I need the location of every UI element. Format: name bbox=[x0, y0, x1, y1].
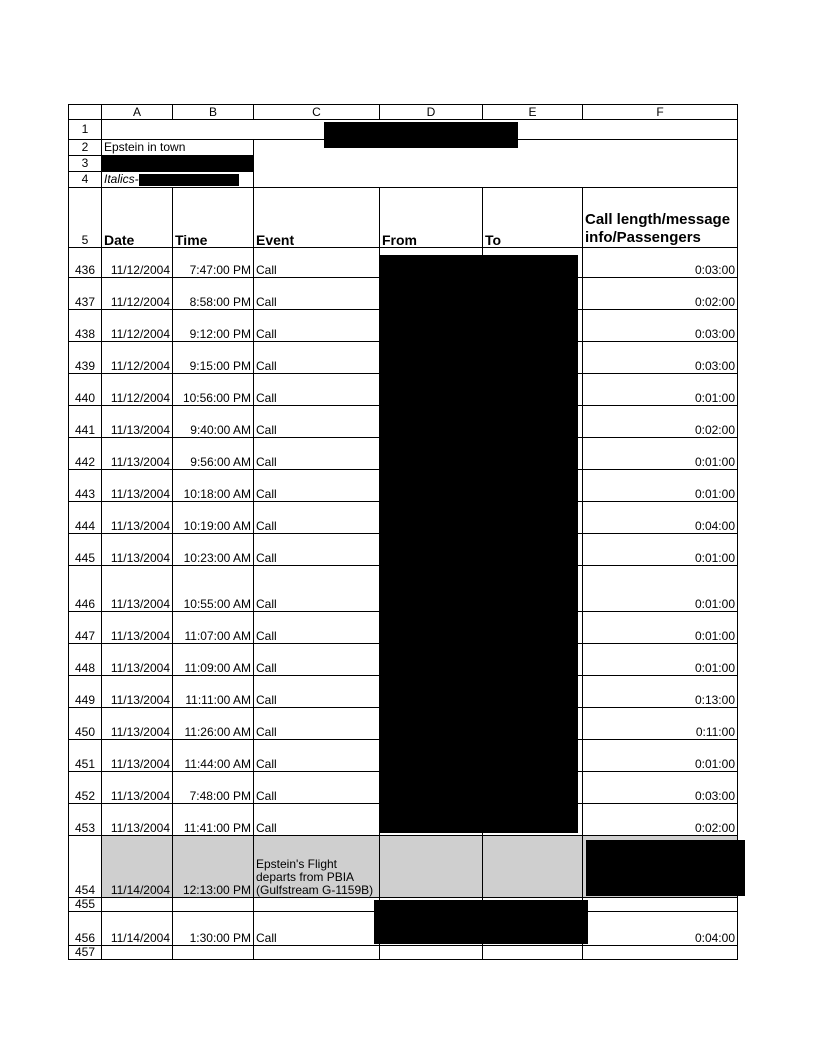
flight-event: Epstein's Flight departs from PBIA (Gulfstream G-1159B) bbox=[254, 836, 380, 898]
row-number: 436 bbox=[69, 248, 102, 278]
row-number: 451 bbox=[69, 740, 102, 772]
time-cell: 7:47:00 PM bbox=[173, 248, 254, 278]
time-cell: 9:56:00 AM bbox=[173, 438, 254, 470]
time-cell: 11:26:00 AM bbox=[173, 708, 254, 740]
row-number: 439 bbox=[69, 342, 102, 374]
empty-cell bbox=[102, 946, 173, 960]
call-length-cell: 0:01:00 bbox=[583, 374, 738, 406]
row-number: 452 bbox=[69, 772, 102, 804]
date-cell: 11/12/2004 bbox=[102, 248, 173, 278]
header-event: Event bbox=[254, 188, 380, 248]
legend-epstein-in-town: Epstein in town bbox=[102, 140, 254, 156]
call-length-cell: 0:01:00 bbox=[583, 566, 738, 612]
time-cell: 10:19:00 AM bbox=[173, 502, 254, 534]
event-cell: Call bbox=[254, 534, 380, 566]
event-cell: Call bbox=[254, 502, 380, 534]
row-number: 443 bbox=[69, 470, 102, 502]
event-cell: Call bbox=[254, 644, 380, 676]
event-cell: Call bbox=[254, 248, 380, 278]
legend-italics bbox=[102, 172, 254, 188]
column-header: D bbox=[380, 105, 483, 120]
event-cell: Call bbox=[254, 438, 380, 470]
call-length-cell: 0:01:00 bbox=[583, 644, 738, 676]
row-number: 4 bbox=[69, 172, 102, 188]
call-length-cell: 0:01:00 bbox=[583, 612, 738, 644]
row-number: 457 bbox=[69, 946, 102, 960]
empty-cell bbox=[173, 898, 254, 912]
date-cell: 11/13/2004 bbox=[102, 438, 173, 470]
date-cell: 11/13/2004 bbox=[102, 740, 173, 772]
call-length-cell: 0:11:00 bbox=[583, 708, 738, 740]
date-cell: 11/13/2004 bbox=[102, 708, 173, 740]
date-cell: 11/13/2004 bbox=[102, 644, 173, 676]
event-cell: Call bbox=[254, 912, 380, 946]
call-length-cell: 0:04:00 bbox=[583, 912, 738, 946]
call-length-cell: 0:03:00 bbox=[583, 772, 738, 804]
date-cell: 11/13/2004 bbox=[102, 612, 173, 644]
legend-italics-label: Italics- bbox=[104, 172, 139, 186]
event-cell: Call bbox=[254, 310, 380, 342]
row-number: 447 bbox=[69, 612, 102, 644]
row-number: 445 bbox=[69, 534, 102, 566]
legend-italics-redacted bbox=[139, 174, 239, 186]
date-cell: 11/13/2004 bbox=[102, 772, 173, 804]
row-number: 444 bbox=[69, 502, 102, 534]
time-cell: 11:11:00 AM bbox=[173, 676, 254, 708]
redaction-passengers bbox=[586, 840, 745, 896]
row-number: 455 bbox=[69, 898, 102, 912]
date-cell: 11/14/2004 bbox=[102, 912, 173, 946]
header-to: To bbox=[483, 188, 583, 248]
time-cell: 10:18:00 AM bbox=[173, 470, 254, 502]
time-cell: 7:48:00 PM bbox=[173, 772, 254, 804]
row-number: 442 bbox=[69, 438, 102, 470]
date-cell: 11/13/2004 bbox=[102, 406, 173, 438]
column-header: C bbox=[254, 105, 380, 120]
row-number: 5 bbox=[69, 188, 102, 248]
row-number: 454 bbox=[69, 836, 102, 898]
call-length-cell: 0:03:00 bbox=[583, 342, 738, 374]
date-cell: 11/13/2004 bbox=[102, 804, 173, 836]
row-number: 438 bbox=[69, 310, 102, 342]
header-from: From bbox=[380, 188, 483, 248]
time-cell: 10:55:00 AM bbox=[173, 566, 254, 612]
row-number: 3 bbox=[69, 156, 102, 172]
column-header: A bbox=[102, 105, 173, 120]
flight-date: 11/14/2004 bbox=[102, 836, 173, 898]
empty-cell bbox=[102, 898, 173, 912]
empty-cell bbox=[380, 946, 483, 960]
redaction-row-456 bbox=[374, 900, 588, 944]
row-number: 440 bbox=[69, 374, 102, 406]
time-cell: 10:23:00 AM bbox=[173, 534, 254, 566]
redaction-title bbox=[324, 122, 518, 148]
call-length-cell: 0:01:00 bbox=[583, 470, 738, 502]
date-cell: 11/13/2004 bbox=[102, 534, 173, 566]
date-cell: 11/13/2004 bbox=[102, 470, 173, 502]
event-cell: Call bbox=[254, 612, 380, 644]
call-length-cell: 0:01:00 bbox=[583, 740, 738, 772]
time-cell: 8:58:00 PM bbox=[173, 278, 254, 310]
event-cell: Call bbox=[254, 342, 380, 374]
redaction-from-to-column bbox=[380, 255, 578, 833]
call-length-cell: 0:03:00 bbox=[583, 310, 738, 342]
column-header: F bbox=[583, 105, 738, 120]
event-cell: Call bbox=[254, 566, 380, 612]
empty-cell bbox=[173, 946, 254, 960]
call-length-cell: 0:02:00 bbox=[583, 406, 738, 438]
date-cell: 11/13/2004 bbox=[102, 502, 173, 534]
date-cell: 11/12/2004 bbox=[102, 342, 173, 374]
flight-from bbox=[380, 836, 483, 898]
header-time: Time bbox=[173, 188, 254, 248]
row-number: 456 bbox=[69, 912, 102, 946]
call-length-cell: 0:03:00 bbox=[583, 248, 738, 278]
empty-cell bbox=[254, 898, 380, 912]
row-number: 453 bbox=[69, 804, 102, 836]
call-length-cell: 0:02:00 bbox=[583, 804, 738, 836]
row-number: 1 bbox=[69, 120, 102, 140]
date-cell: 11/13/2004 bbox=[102, 676, 173, 708]
event-cell: Call bbox=[254, 804, 380, 836]
date-cell: 11/12/2004 bbox=[102, 374, 173, 406]
column-header: B bbox=[173, 105, 254, 120]
time-cell: 11:07:00 AM bbox=[173, 612, 254, 644]
date-cell: 11/13/2004 bbox=[102, 566, 173, 612]
event-cell: Call bbox=[254, 406, 380, 438]
time-cell: 1:30:00 PM bbox=[173, 912, 254, 946]
date-cell: 11/12/2004 bbox=[102, 310, 173, 342]
row-number: 441 bbox=[69, 406, 102, 438]
call-length-cell: 0:01:00 bbox=[583, 534, 738, 566]
event-cell: Call bbox=[254, 676, 380, 708]
call-length-cell: 0:04:00 bbox=[583, 502, 738, 534]
flight-to bbox=[483, 836, 583, 898]
empty-cell bbox=[583, 898, 738, 912]
call-length-cell: 0:02:00 bbox=[583, 278, 738, 310]
event-cell: Call bbox=[254, 740, 380, 772]
date-cell: 11/12/2004 bbox=[102, 278, 173, 310]
time-cell: 11:41:00 PM bbox=[173, 804, 254, 836]
header-date: Date bbox=[102, 188, 173, 248]
row-number: 446 bbox=[69, 566, 102, 612]
call-length-cell: 0:13:00 bbox=[583, 676, 738, 708]
event-cell: Call bbox=[254, 708, 380, 740]
call-length-cell: 0:01:00 bbox=[583, 438, 738, 470]
time-cell: 9:12:00 PM bbox=[173, 310, 254, 342]
event-cell: Call bbox=[254, 772, 380, 804]
time-cell: 9:15:00 PM bbox=[173, 342, 254, 374]
time-cell: 9:40:00 AM bbox=[173, 406, 254, 438]
row-number: 437 bbox=[69, 278, 102, 310]
flight-time: 12:13:00 PM bbox=[173, 836, 254, 898]
legend-redacted bbox=[102, 156, 254, 172]
time-cell: 11:44:00 AM bbox=[173, 740, 254, 772]
header-call-length: Call length/message info/Passengers bbox=[583, 188, 738, 248]
row-number: 449 bbox=[69, 676, 102, 708]
column-header: E bbox=[483, 105, 583, 120]
header-row bbox=[69, 188, 738, 248]
time-cell: 11:09:00 AM bbox=[173, 644, 254, 676]
empty-cell bbox=[483, 946, 583, 960]
event-cell: Call bbox=[254, 470, 380, 502]
row-number: 448 bbox=[69, 644, 102, 676]
corner-cell bbox=[69, 105, 102, 120]
empty-row bbox=[69, 946, 738, 960]
column-header-row bbox=[69, 105, 738, 120]
event-cell: Call bbox=[254, 374, 380, 406]
time-cell: 10:56:00 PM bbox=[173, 374, 254, 406]
event-cell: Call bbox=[254, 278, 380, 310]
row-number: 2 bbox=[69, 140, 102, 156]
empty-cell bbox=[583, 946, 738, 960]
row-number: 450 bbox=[69, 708, 102, 740]
empty-cell bbox=[254, 946, 380, 960]
